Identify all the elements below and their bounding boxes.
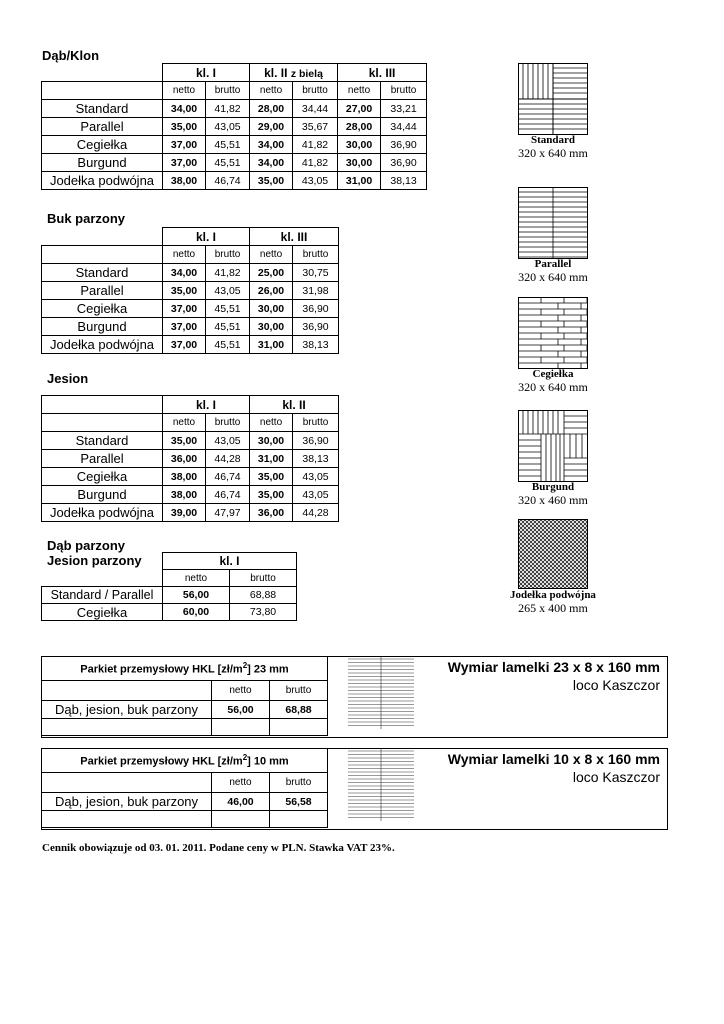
row-name: Dąb, jesion, buk parzony <box>42 701 212 719</box>
price-brutto: 34,44 <box>381 118 427 136</box>
price-netto: 37,00 <box>163 318 206 336</box>
industrial-table-10mm <box>41 748 328 828</box>
netto-header: netto <box>338 82 381 100</box>
price-netto: 36,00 <box>250 504 293 522</box>
price-brutto: 41,82 <box>293 154 338 172</box>
price-brutto: 43,05 <box>293 486 339 504</box>
pattern-name: Cegiełka <box>532 368 574 380</box>
price-netto: 30,00 <box>250 300 293 318</box>
price-brutto: 43,05 <box>206 282 250 300</box>
table-row <box>42 100 427 118</box>
table-row <box>42 587 297 604</box>
section-title-jesion-parzony: Jesion parzony <box>47 553 142 568</box>
price-brutto: 41,82 <box>293 136 338 154</box>
row-name: Parallel <box>42 450 163 468</box>
price-netto: 39,00 <box>163 504 206 522</box>
price-netto: 28,00 <box>250 100 293 118</box>
price-brutto: 44,28 <box>206 450 250 468</box>
price-netto: 31,00 <box>338 172 381 190</box>
price-netto: 26,00 <box>250 282 293 300</box>
pattern-dims: 320 x 640 mm <box>518 270 588 284</box>
price-brutto: 41,82 <box>206 100 250 118</box>
class-header: kl. I <box>163 64 250 82</box>
row-name: Standard <box>42 264 163 282</box>
price-brutto: 43,05 <box>293 172 338 190</box>
row-name: Dąb, jesion, buk parzony <box>42 793 212 811</box>
pattern-caption <box>483 258 623 285</box>
price-brutto: 68,88 <box>270 701 328 719</box>
price-netto: 36,00 <box>163 450 206 468</box>
netto-header: netto <box>163 82 206 100</box>
pattern-jodelka-diagram <box>518 519 588 589</box>
price-brutto: 36,90 <box>293 300 339 318</box>
pattern-name: Jodełka podwójna <box>510 589 596 601</box>
pattern-caption <box>483 589 623 616</box>
price-brutto: 34,44 <box>293 100 338 118</box>
price-brutto: 45,51 <box>206 154 250 172</box>
price-brutto: 30,75 <box>293 264 339 282</box>
price-netto: 29,00 <box>250 118 293 136</box>
price-netto: 35,00 <box>163 118 206 136</box>
price-brutto: 43,05 <box>206 118 250 136</box>
price-netto: 34,00 <box>250 136 293 154</box>
price-netto: 46,00 <box>212 793 270 811</box>
price-validity-note: Cennik obowiązuje od 03. 01. 2011. Podane ceny w PLN. Stawka VAT 23%. <box>42 842 395 854</box>
class-header: kl. I <box>163 396 250 414</box>
section-title-buk: Buk parzony <box>47 211 126 226</box>
price-netto: 56,00 <box>212 701 270 719</box>
table-row <box>42 336 339 354</box>
pattern-dims: 320 x 640 mm <box>518 146 588 160</box>
price-brutto: 46,74 <box>206 172 250 190</box>
row-name: Burgund <box>42 154 163 172</box>
price-brutto: 68,88 <box>230 587 297 604</box>
price-netto: 27,00 <box>338 100 381 118</box>
table-row <box>42 118 427 136</box>
price-brutto: 47,97 <box>206 504 250 522</box>
price-netto: 34,00 <box>163 264 206 282</box>
price-table-jesion <box>41 395 339 522</box>
price-netto: 35,00 <box>250 486 293 504</box>
row-name: Burgund <box>42 318 163 336</box>
row-name: Jodełka podwójna <box>42 504 163 522</box>
price-brutto: 31,98 <box>293 282 339 300</box>
price-brutto: 46,74 <box>206 468 250 486</box>
pattern-caption <box>483 368 623 395</box>
price-brutto: 45,51 <box>206 336 250 354</box>
pattern-name: Burgund <box>531 481 575 493</box>
brutto-header: brutto <box>293 246 339 264</box>
table-row <box>42 282 339 300</box>
price-netto: 37,00 <box>163 336 206 354</box>
row-name: Standard <box>42 100 163 118</box>
price-brutto: 45,51 <box>206 300 250 318</box>
section-title-jesion: Jesion <box>47 371 89 386</box>
row-name: Parallel <box>42 118 163 136</box>
price-brutto: 43,05 <box>293 468 339 486</box>
brutto-header: brutto <box>381 82 427 100</box>
pattern-parallel-diagram <box>518 187 588 259</box>
class-header: kl. II z bielą <box>250 64 338 82</box>
price-netto: 60,00 <box>163 604 230 621</box>
price-netto: 25,00 <box>250 264 293 282</box>
price-netto: 37,00 <box>163 154 206 172</box>
table-row <box>42 793 328 811</box>
table-row <box>42 468 339 486</box>
netto-header: netto <box>212 773 270 793</box>
price-netto: 30,00 <box>338 154 381 172</box>
row-name: Cegiełka <box>42 604 163 621</box>
price-brutto: 36,90 <box>293 432 339 450</box>
brutto-header: brutto <box>270 773 328 793</box>
price-brutto: 38,13 <box>293 450 339 468</box>
class-header: kl. III <box>250 228 339 246</box>
price-brutto: 45,51 <box>206 318 250 336</box>
table-row <box>42 432 339 450</box>
price-netto: 37,00 <box>163 300 206 318</box>
section-title-dab-klon: Dąb/Klon <box>42 48 100 63</box>
price-netto: 34,00 <box>163 100 206 118</box>
price-table-dab-parzony <box>41 552 297 621</box>
lamella-diagram <box>348 657 414 729</box>
row-name: Standard / Parallel <box>42 587 163 604</box>
row-name: Standard <box>42 432 163 450</box>
price-brutto: 46,74 <box>206 486 250 504</box>
netto-header: netto <box>163 414 206 432</box>
price-brutto: 35,67 <box>293 118 338 136</box>
table-row <box>42 604 297 621</box>
row-name: Cegiełka <box>42 136 163 154</box>
table-row <box>42 172 427 190</box>
row-name: Jodełka podwójna <box>42 336 163 354</box>
lamella-dimensions: Wymiar lamelki 23 x 8 x 160 mm <box>447 659 660 675</box>
section-title-dab-parzony: Dąb parzony <box>47 538 126 553</box>
class-header: kl. II <box>250 396 339 414</box>
price-netto: 35,00 <box>250 468 293 486</box>
pattern-dims: 320 x 640 mm <box>518 380 588 394</box>
price-netto: 30,00 <box>250 318 293 336</box>
loco-location: loco Kaszczor <box>572 769 660 785</box>
loco-location: loco Kaszczor <box>572 677 660 693</box>
pattern-dims: 265 x 400 mm <box>518 601 588 615</box>
table-row <box>42 318 339 336</box>
price-netto: 31,00 <box>250 450 293 468</box>
brutto-header: brutto <box>293 414 339 432</box>
pattern-name: Standard <box>530 134 576 146</box>
table-row <box>42 701 328 719</box>
price-netto: 56,00 <box>163 587 230 604</box>
pattern-cegielka-diagram <box>518 297 588 369</box>
price-netto: 35,00 <box>250 172 293 190</box>
netto-header: netto <box>250 414 293 432</box>
brutto-header: brutto <box>293 82 338 100</box>
pattern-caption <box>483 481 623 508</box>
class-header: kl. I <box>163 228 250 246</box>
table-row <box>42 300 339 318</box>
price-brutto: 45,51 <box>206 136 250 154</box>
price-brutto: 36,90 <box>381 154 427 172</box>
price-brutto: 73,80 <box>230 604 297 621</box>
brutto-header: brutto <box>206 246 250 264</box>
pattern-burgund-diagram <box>518 410 588 482</box>
price-brutto: 33,21 <box>381 100 427 118</box>
table-row <box>42 486 339 504</box>
price-brutto: 38,13 <box>381 172 427 190</box>
pattern-standard-diagram <box>518 63 588 135</box>
price-netto: 38,00 <box>163 468 206 486</box>
price-netto: 30,00 <box>250 432 293 450</box>
lamella-diagram <box>348 749 414 821</box>
table-row <box>42 504 339 522</box>
pattern-dims: 320 x 460 mm <box>518 493 588 507</box>
table-row <box>42 264 339 282</box>
industrial-title: Parkiet przemysłowy HKL $[zł/m^2]$ 10 mm <box>42 749 328 773</box>
industrial-title: Parkiet przemysłowy HKL $[zł/m^2]$ 23 mm <box>42 657 328 681</box>
netto-header: netto <box>163 246 206 264</box>
price-brutto: 44,28 <box>293 504 339 522</box>
table-row <box>42 136 427 154</box>
row-name: Burgund <box>42 486 163 504</box>
table-row <box>42 154 427 172</box>
price-brutto: 41,82 <box>206 264 250 282</box>
price-netto: 31,00 <box>250 336 293 354</box>
price-netto: 38,00 <box>163 172 206 190</box>
price-brutto: 36,90 <box>293 318 339 336</box>
class-header: kl. I <box>163 553 297 570</box>
price-netto: 35,00 <box>163 282 206 300</box>
price-brutto: 43,05 <box>206 432 250 450</box>
row-name: Cegiełka <box>42 300 163 318</box>
table-row <box>42 450 339 468</box>
price-netto: 28,00 <box>338 118 381 136</box>
price-netto: 37,00 <box>163 136 206 154</box>
price-brutto: 38,13 <box>293 336 339 354</box>
netto-header: netto <box>212 681 270 701</box>
pattern-name: Parallel <box>534 258 572 270</box>
price-netto: 34,00 <box>250 154 293 172</box>
lamella-dimensions: Wymiar lamelki 10 x 8 x 160 mm <box>447 751 660 767</box>
industrial-table-23mm <box>41 656 328 736</box>
price-brutto: 56,58 <box>270 793 328 811</box>
price-netto: 38,00 <box>163 486 206 504</box>
brutto-header: brutto <box>270 681 328 701</box>
brutto-header: brutto <box>206 414 250 432</box>
netto-header: netto <box>250 246 293 264</box>
price-table-dab-klon <box>41 63 427 190</box>
row-name: Jodełka podwójna <box>42 172 163 190</box>
price-brutto: 36,90 <box>381 136 427 154</box>
pattern-caption <box>483 134 623 161</box>
class-header: kl. III <box>338 64 427 82</box>
row-name: Parallel <box>42 282 163 300</box>
price-netto: 30,00 <box>338 136 381 154</box>
brutto-header: brutto <box>206 82 250 100</box>
brutto-header: brutto <box>230 570 297 587</box>
netto-header: netto <box>163 570 230 587</box>
netto-header: netto <box>250 82 293 100</box>
price-table-buk <box>41 227 339 354</box>
row-name: Cegiełka <box>42 468 163 486</box>
price-netto: 35,00 <box>163 432 206 450</box>
